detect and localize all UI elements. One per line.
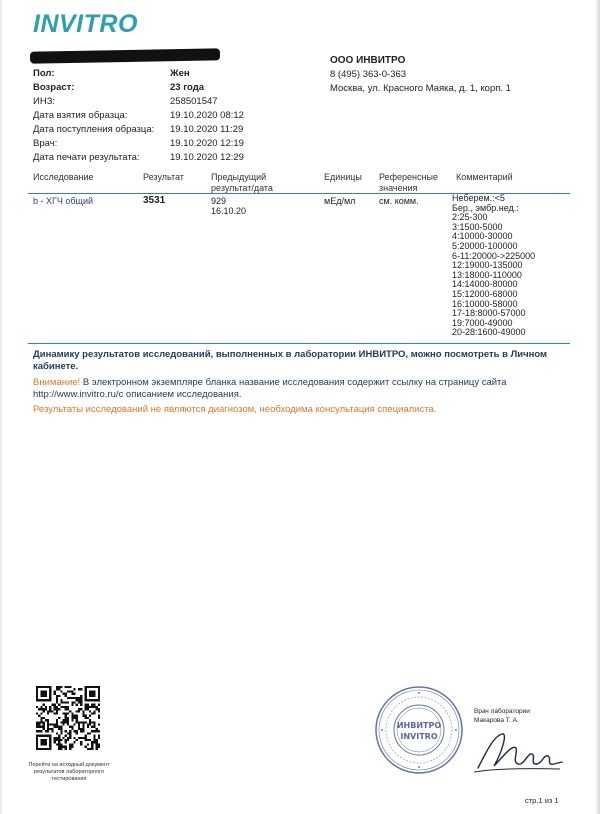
comment-line: Неберем.:<5 — [452, 193, 505, 203]
comment-line: 17-18:8000-57000 — [452, 308, 526, 319]
table-bottom-divider — [28, 343, 570, 344]
comment-line: 13:18000-110000 — [452, 269, 522, 280]
invitro-logo: INVITRO — [33, 10, 138, 38]
col-header-result: Результат — [143, 172, 184, 182]
comment-line: 16:10000-58000 — [452, 298, 518, 309]
info-label-sex: Пол: — [33, 68, 55, 79]
previous-value: 929 — [211, 196, 227, 206]
col-header-units: Единицы — [324, 172, 362, 182]
reference-value: см. комм. — [379, 196, 419, 206]
redacted-patient-name — [30, 48, 220, 63]
info-value-sex: Жен — [170, 68, 190, 79]
attention-text: В электронном экземпляре бланка название исследования содержит ссылку на страницу сайта http://www.invitro.ru/c описанием исследования. — [33, 377, 507, 400]
info-value-print-date: 19.10.2020 12:29 — [170, 152, 244, 163]
qr-caption: Перейти на исходный документ результатов лабораторного тестирования — [28, 762, 110, 782]
units-value: мЕд/мл — [324, 196, 356, 206]
svg-text:ИНВИТРО: ИНВИТРО — [396, 721, 442, 730]
result-value: 3531 — [143, 195, 166, 206]
lab-address: Москва, ул. Красного Маяка, д. 1, корп. 1 — [330, 83, 511, 94]
comment-line: 15:12000-68000 — [452, 288, 518, 299]
test-name-link[interactable]: b - ХГЧ общий — [33, 196, 93, 206]
doctor-signature — [472, 722, 564, 777]
page-shadow-left — [0, 0, 3, 814]
comment-line: 4:10000-30000 — [452, 231, 513, 242]
comment-line: 6-11:20000->225000 — [452, 250, 536, 261]
comment-line: 2:25-300 — [452, 212, 488, 223]
comment-line: 5:20000-100000 — [452, 240, 518, 251]
comment-line: 14:14000-80000 — [452, 279, 518, 290]
disclaimer: Результаты исследований не являются диагнозом, необходима консультация специалиста. — [33, 404, 437, 415]
info-value-age: 23 года — [170, 82, 205, 93]
lab-phone: 8 (495) 363-0-363 — [330, 69, 407, 80]
info-label-print-date: Дата печати результата: — [33, 152, 140, 163]
page-shadow-right — [595, 0, 600, 814]
info-label-sample-received: Дата поступления образца: — [33, 124, 155, 135]
lab-name: ООО ИНВИТРО — [330, 55, 406, 66]
info-value-doctor: 19.10.2020 12:19 — [170, 138, 244, 149]
previous-date: 16.10.20 — [211, 206, 247, 216]
reference-comments — [452, 194, 535, 338]
col-header-comments: Комментарий — [456, 172, 513, 182]
svg-text:INVITRO: INVITRO — [400, 732, 438, 741]
doctor-role: Врач лаборатории — [474, 708, 530, 715]
info-value-sample-taken: 19.10.2020 08:12 — [170, 110, 244, 121]
attention-label: Внимание! — [33, 377, 81, 388]
doctor-name: Макарова Т. А. — [474, 717, 519, 724]
info-label-inz: ИНЗ: — [33, 96, 56, 107]
attention-notice — [33, 377, 553, 400]
comment-line: 20-28:1600-49000 — [452, 327, 526, 338]
lab-seal — [374, 685, 464, 775]
comment-line: 19:7000-49000 — [452, 317, 513, 328]
info-label-doctor: Врач: — [33, 138, 58, 149]
info-label-sample-taken: Дата взятия образца: — [33, 110, 128, 121]
page-number: стр.1 из 1 — [525, 796, 559, 805]
col-header-reference: Референсные значения — [379, 172, 438, 193]
info-value-sample-received: 19.10.2020 11:29 — [170, 124, 244, 135]
dynamics-notice: Динамику результатов исследований, выполненных в лаборатории ИНВИТРО, можно посмотреть в Личном кабинете. — [33, 349, 548, 372]
info-value-inz: 258501547 — [170, 96, 218, 107]
comment-line: 12:19000-135000 — [452, 260, 523, 271]
col-header-previous: Предыдущий результат/дата — [211, 172, 273, 193]
info-label-age: Возраст: — [33, 82, 75, 93]
col-header-test: Исследование — [33, 172, 94, 182]
comment-line: 3:1500-5000 — [452, 221, 503, 232]
comment-line: Бер., эмбр.нед.: — [452, 202, 519, 213]
qr-code[interactable] — [36, 686, 100, 750]
